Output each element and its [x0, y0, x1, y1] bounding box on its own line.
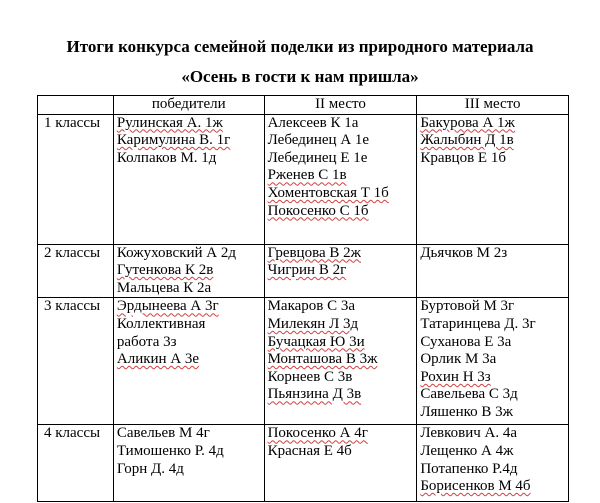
participant-name: [420, 334, 565, 352]
participant-name-text: работа 3з: [116, 333, 177, 350]
participant-name-text: Савельев М 4г: [116, 425, 210, 442]
participant-name-text: Лебединец Е 1е: [267, 149, 368, 166]
participant-name: [420, 443, 565, 461]
winners-cell: [113, 244, 264, 298]
participant-name-text: Рохин Н 3з: [420, 368, 491, 385]
participant-name-text: Милекян Л 3д: [267, 315, 359, 332]
participant-name: [117, 461, 261, 479]
participant-name: [268, 298, 414, 316]
participant-name: [268, 203, 414, 221]
participant-name-text: Гревцова В 2ж: [267, 244, 361, 261]
participant-name-text: Хоментовская Т 1б: [267, 184, 389, 201]
participant-name: [117, 443, 261, 461]
participant-name-text: Покосенко С 1б: [267, 202, 369, 219]
participant-name-text: Тимошенко Р. 4д: [116, 442, 224, 459]
participant-name: [420, 298, 565, 316]
participant-name: [420, 351, 565, 369]
participant-name: [268, 386, 414, 404]
participant-name: [268, 185, 414, 203]
participant-name-text: Рженев С 1в: [267, 167, 347, 184]
participant-name: [117, 262, 261, 280]
header-cell-empty: [38, 96, 114, 115]
results-table: [37, 95, 569, 502]
table-row: [38, 244, 569, 298]
third-place-cell: [417, 114, 569, 244]
participant-name: [268, 115, 414, 133]
participant-name: [117, 115, 261, 133]
participant-name: [420, 115, 565, 133]
participant-name-text: Эрдынеева А 3г: [116, 298, 219, 315]
participant-name-text: Корнеев С 3в: [267, 368, 353, 385]
participant-name: [117, 150, 261, 168]
winners-cell: [113, 425, 264, 502]
participant-name: [117, 280, 261, 298]
participant-name: [268, 150, 414, 168]
participant-name: [420, 369, 565, 387]
participant-name-text: Аликин А 3е: [116, 351, 200, 368]
participant-name-text: Каримулина В. 1г: [116, 132, 231, 149]
participant-name: [268, 369, 414, 387]
grade-cell: 2 классы: [38, 244, 114, 298]
participant-name: [268, 425, 414, 443]
participant-name-text: Борисенков М 4б: [420, 478, 531, 495]
participant-name: [268, 351, 414, 369]
participant-name-text: Потапенко Р.4д: [420, 460, 518, 477]
participant-name-text: Бакурова А 1ж: [420, 114, 515, 131]
second-place-cell: [264, 425, 417, 502]
participant-name: [420, 150, 565, 168]
participant-name-text: Алексеев К 1а: [267, 114, 359, 131]
participant-name: [268, 316, 414, 334]
participant-name: [268, 167, 414, 185]
grade-cell: 3 классы: [38, 298, 114, 425]
participant-name: [268, 132, 414, 150]
participant-name-text: Макаров С 3а: [267, 298, 356, 315]
participant-name: [117, 245, 261, 263]
second-place-cell: [264, 114, 417, 244]
participant-name-text: Левкович А. 4а: [420, 425, 518, 442]
table-row: [38, 298, 569, 425]
participant-name-text: Мальцева К 2а: [116, 279, 212, 296]
participant-name: [268, 334, 414, 352]
winners-cell: [113, 114, 264, 244]
participant-name-text: Кожуховский А 2д: [116, 244, 237, 261]
participant-name: [420, 404, 565, 422]
participant-name-text: Красная Е 4б: [267, 442, 352, 459]
winners-cell: [113, 298, 264, 425]
participant-name: [117, 351, 261, 369]
participant-name-text: Горн Д. 4д: [116, 460, 184, 477]
participant-name: [268, 262, 414, 280]
table-header-row: [38, 96, 569, 115]
participant-name-text: Савельева С 3д: [420, 386, 518, 403]
participant-name: [420, 132, 565, 150]
table-row: [38, 114, 569, 244]
participant-name-text: Орлик М 3а: [420, 351, 497, 368]
document-subtitle: «Осень в гости к нам пришла»: [181, 67, 419, 86]
participant-name: [420, 245, 565, 263]
header-cell-winners: победители: [113, 96, 264, 115]
third-place-cell: [417, 298, 569, 425]
participant-name-text: Гутенкова К 2в: [116, 262, 214, 279]
participant-name: [420, 425, 565, 443]
third-place-cell: [417, 425, 569, 502]
participant-name-text: Бучацкая Ю 3и: [267, 333, 365, 350]
participant-name-text: Монташова В 3ж: [267, 351, 378, 368]
participant-name-text: Жалыбин Д 1в: [420, 132, 514, 149]
participant-name-text: Покосенко А 4г: [267, 425, 368, 442]
participant-name-text: Пьянзина Д 3в: [267, 386, 362, 403]
second-place-cell: [264, 244, 417, 298]
participant-name-text: Чигрин В 2г: [267, 262, 347, 279]
participant-name: [268, 443, 414, 461]
participant-name-text: Рулинская А. 1ж: [116, 114, 223, 131]
document-title: Итоги конкурса семейной поделки из природного материала: [66, 37, 534, 56]
participant-name-text: Колпаков М. 1д: [116, 149, 217, 166]
participant-name: [268, 245, 414, 263]
participant-name: [420, 461, 565, 479]
participant-name-text: Суханова Е 3а: [420, 333, 512, 350]
participant-name: [420, 386, 565, 404]
participant-name: [117, 334, 261, 352]
participant-name: [117, 298, 261, 316]
participant-name-text: Лебединец А 1е: [267, 132, 370, 149]
participant-name-text: Лещенко А 4ж: [420, 442, 514, 459]
grade-cell: 4 классы: [38, 425, 114, 502]
participant-name-text: Татаринцева Д. 3г: [420, 315, 536, 332]
participant-name-text: Коллективная: [116, 315, 206, 332]
participant-name-text: Буртовой М 3г: [420, 298, 515, 315]
participant-name: [117, 316, 261, 334]
second-place-cell: [264, 298, 417, 425]
grade-cell: 1 классы: [38, 114, 114, 244]
third-place-cell: [417, 244, 569, 298]
participant-name-text: Ляшенко В 3ж: [420, 403, 514, 420]
participant-name: [117, 132, 261, 150]
participant-name: [420, 478, 565, 496]
header-cell-third-place: III место: [417, 96, 569, 115]
participant-name-text: Дьячков М 2з: [420, 244, 508, 261]
table-row: [38, 425, 569, 502]
participant-name-text: Кравцов Е 1б: [420, 149, 506, 166]
header-cell-second-place: II место: [264, 96, 417, 115]
participant-name: [420, 316, 565, 334]
participant-name: [117, 425, 261, 443]
